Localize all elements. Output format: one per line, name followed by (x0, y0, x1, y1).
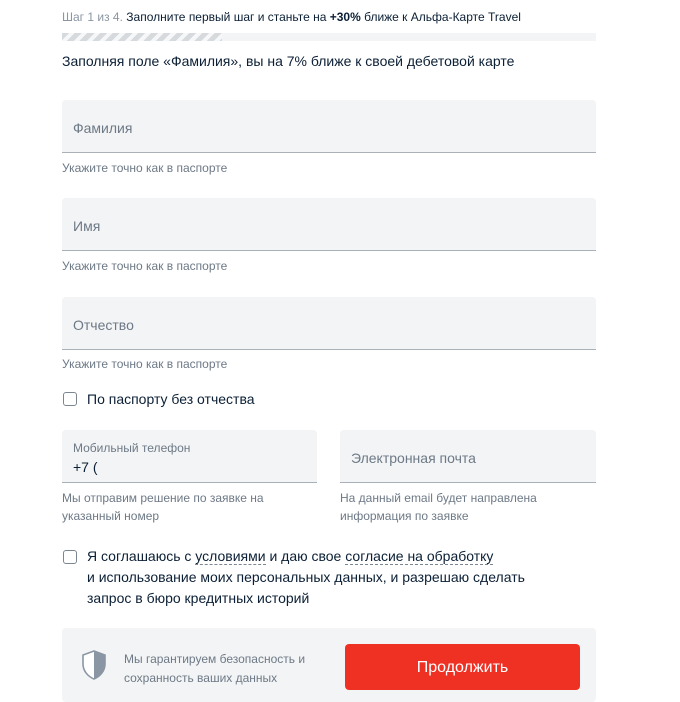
surname-progress-hint: Заполняя поле «Фамилия», вы на 7% ближе к своей дебетовой карте (62, 53, 515, 69)
step-percent: +30% (329, 10, 361, 24)
shield-icon (82, 650, 106, 680)
phone-input[interactable] (62, 430, 317, 483)
patronymic-input[interactable] (62, 297, 596, 350)
email-hint (340, 489, 537, 525)
progress-bar (62, 33, 596, 41)
consent-checkbox[interactable] (63, 550, 77, 564)
phone-hint (62, 489, 264, 525)
name-placeholder: Имя (73, 218, 101, 234)
surname-hint: Укажите точно как в паспорте (62, 161, 228, 175)
consent-text (87, 546, 587, 609)
security-guarantee-text (124, 650, 334, 688)
email-placeholder: Электронная почта (351, 450, 476, 466)
consent-line1 (87, 546, 587, 567)
guarantee-line1: Мы гарантируем безопасность и (124, 652, 306, 666)
no-patronymic-label[interactable]: По паспорту без отчества (87, 391, 255, 407)
step-text-after: ближе к Альфа-Карте Travel (364, 10, 521, 24)
email-hint-line1: На данный email будет направлена (340, 491, 537, 505)
consent-line2: и использование моих персональных данных, и разрешаю сделать (87, 569, 525, 585)
consent-text1: Я соглашаюсь с (87, 548, 192, 564)
continue-button[interactable]: Продолжить (345, 644, 580, 690)
email-hint-line2: информация по заявке (340, 509, 469, 523)
name-input[interactable] (62, 198, 596, 251)
surname-placeholder: Фамилия (73, 120, 133, 136)
phone-value: +7 ( (73, 459, 98, 475)
guarantee-line2: сохранность ваших данных (124, 671, 278, 685)
patronymic-hint: Укажите точно как в паспорте (62, 357, 228, 371)
step-counter: Шаг 1 из 4. (62, 10, 123, 24)
phone-label: Мобильный телефон (73, 441, 191, 455)
no-patronymic-checkbox[interactable] (63, 392, 77, 406)
step-header (62, 10, 521, 24)
form-footer (62, 628, 596, 702)
name-hint: Укажите точно как в паспорте (62, 259, 228, 273)
patronymic-placeholder: Отчество (73, 317, 134, 333)
step-text-before: Заполните первый шаг и станьте на (126, 10, 327, 24)
consent-text2: и даю свое (269, 548, 342, 564)
data-processing-consent-link[interactable]: согласие на обработку (345, 548, 494, 564)
phone-hint-line2: указанный номер (62, 509, 160, 523)
consent-line3: запрос в бюро кредитных историй (87, 590, 310, 606)
progress-fill (62, 33, 222, 41)
email-input[interactable] (340, 430, 596, 483)
surname-input[interactable] (62, 100, 596, 153)
conditions-link[interactable]: условиями (195, 548, 266, 564)
phone-hint-line1: Мы отправим решение по заявке на (62, 491, 264, 505)
